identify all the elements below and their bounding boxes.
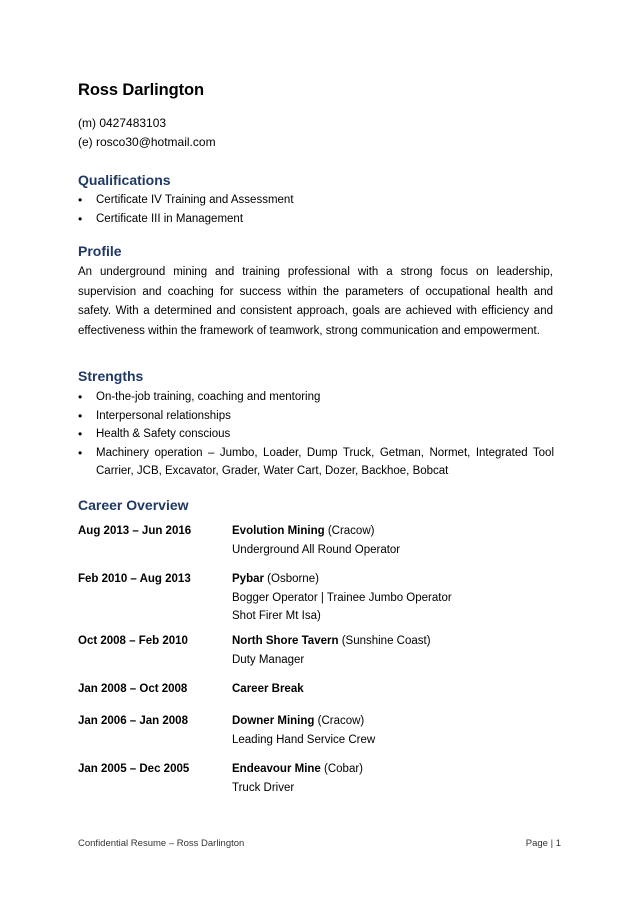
strengths-list (78, 388, 554, 481)
qualifications-list (78, 191, 558, 228)
career-employer: Pybar (232, 573, 264, 585)
career-role: Leading Hand Service Crew (232, 733, 376, 746)
list-item: • Machinery operation – Jumbo, Loader, Dump Truck, Getman, Normet, Integrated Tool Carrier, JCB, Excavator, Grader, Water Cart, Dozer, Backhoe, Bobcat (78, 444, 554, 481)
career-details (232, 570, 552, 626)
career-dates: Oct 2008 – Feb 2010 (78, 635, 188, 647)
career-dates: Aug 2013 – Jun 2016 (78, 525, 192, 537)
list-item: • On-the-job training, coaching and mentoring (78, 388, 554, 407)
career-employer: North Shore Tavern (232, 635, 339, 647)
list-item: • Interpersonal relationships (78, 407, 554, 426)
career-role: Bogger Operator | Trainee Jumbo Operator (232, 591, 452, 604)
email-address: (e) rosco30@hotmail.com (78, 135, 216, 149)
career-employer: Endeavour Mine (232, 763, 321, 775)
career-dates: Jan 2008 – Oct 2008 (78, 683, 188, 695)
mobile-number: (m) 0427483103 (78, 116, 167, 130)
career-dates: Feb 2010 – Aug 2013 (78, 573, 191, 585)
career-role: Shot Firer Mt Isa) (232, 610, 321, 622)
career-employer: Downer Mining (232, 715, 315, 727)
strengths-heading: Strengths (78, 368, 144, 384)
career-location: (Sunshine Coast) (338, 635, 431, 647)
career-location: (Osborne) (263, 573, 319, 585)
profile-text: An underground mining and training professional with a strong focus on leadership, supervision and coaching for success within the parameters of occupational health and safety. With a determined and consistent approach, goals are achieved with efficiency and effectiveness within the framework of teamwork, strong communication and empowerment. (78, 266, 553, 337)
career-details (232, 632, 552, 669)
career-details (232, 712, 552, 749)
career-details (232, 522, 552, 559)
list-item: • Health & Safety conscious (78, 425, 554, 444)
career-employer: Evolution Mining (232, 525, 325, 537)
list-item: • Certificate III in Management (78, 210, 558, 229)
list-item: • Certificate IV Training and Assessment (78, 191, 558, 210)
footer-title: Confidential Resume – Ross Darlington (78, 838, 245, 849)
career-details (232, 680, 552, 699)
career-details (232, 760, 552, 797)
career-role: Truck Driver (232, 781, 295, 794)
career-location: (Cobar) (320, 763, 364, 775)
career-dates: Jan 2005 – Dec 2005 (78, 763, 190, 775)
career-overview-heading: Career Overview (78, 497, 189, 513)
career-role: Underground All Round Operator (232, 543, 401, 556)
career-dates: Jan 2006 – Jan 2008 (78, 715, 188, 727)
qualifications-heading: Qualifications (78, 172, 171, 188)
profile-heading: Profile (78, 243, 122, 259)
page-number: Page | 1 (525, 838, 561, 849)
career-location: (Cracow) (324, 525, 375, 537)
career-employer: Career Break (232, 683, 304, 695)
career-location: (Cracow) (314, 715, 365, 727)
candidate-name: Ross Darlington (78, 81, 204, 99)
career-role: Duty Manager (232, 653, 305, 666)
